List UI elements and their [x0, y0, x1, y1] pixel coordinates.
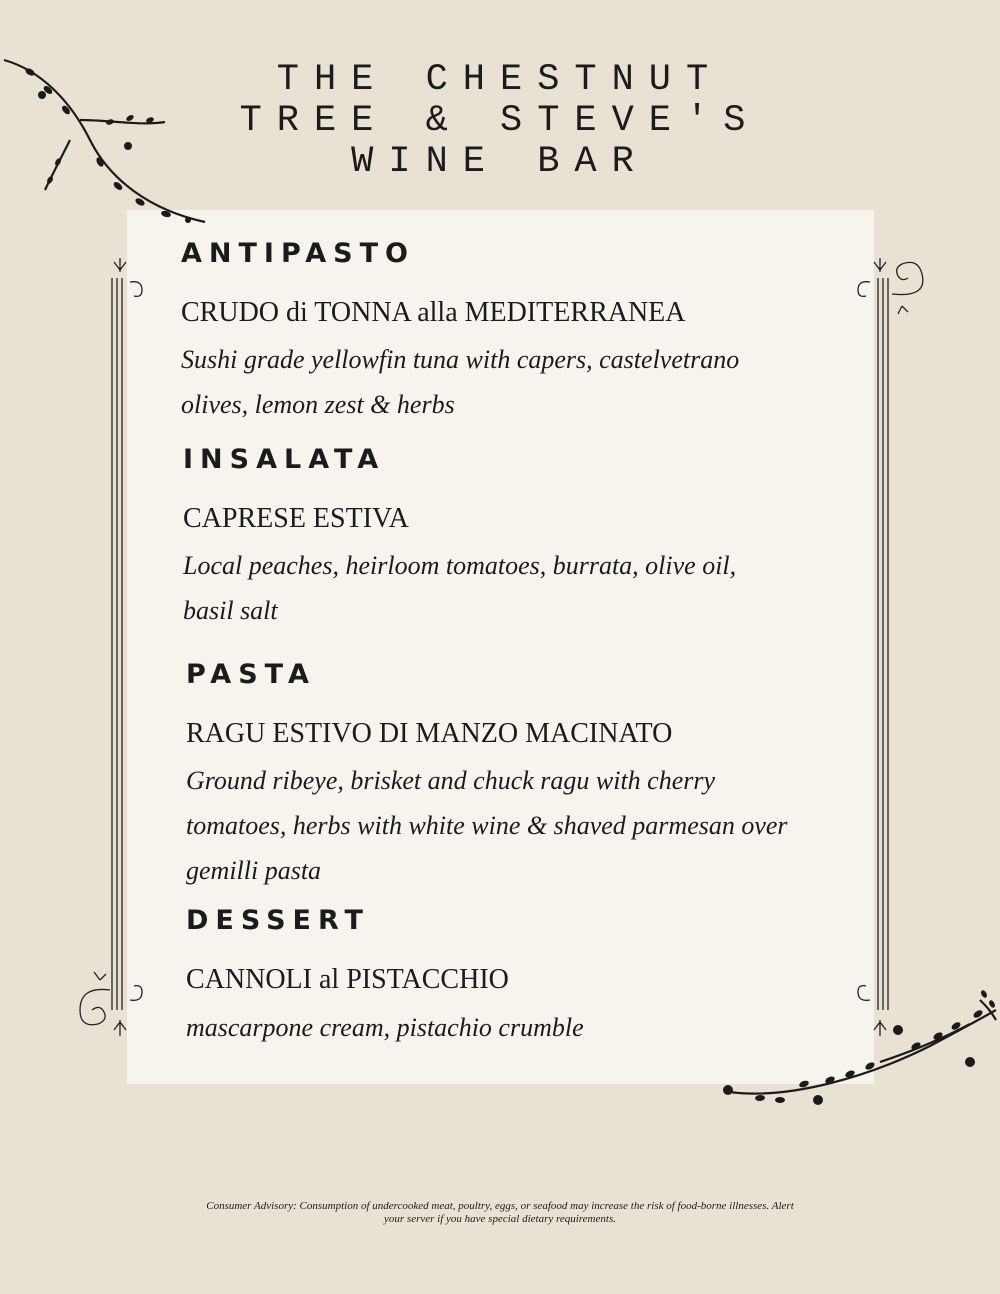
dish-name: RAGU ESTIVO DI MANZO MACINATO	[186, 718, 673, 749]
section-heading-dessert: DESSERT	[186, 905, 370, 936]
dish-name: CANNOLI al PISTACCHIO	[186, 964, 509, 995]
title-line-1: THE CHESTNUT	[276, 59, 724, 101]
dish-description	[186, 1005, 846, 1050]
olive-branch-icon	[0, 50, 215, 240]
dish-description	[186, 758, 846, 893]
description-line: Sushi grade yellowfin tuna with capers, castelvetrano	[181, 345, 740, 374]
right-frame-ornament	[850, 250, 930, 1050]
consumer-advisory	[170, 1200, 830, 1226]
section-heading-insalata: INSALATA	[183, 444, 386, 475]
title-line-2: TREE & STEVE'S	[239, 100, 761, 142]
left-frame-ornament	[70, 250, 150, 1050]
description-line: tomatoes, herbs with white wine & shaved parmesan over	[186, 811, 788, 840]
dish-description	[181, 337, 841, 427]
title-line-3: WINE BAR	[351, 141, 649, 183]
description-line: Local peaches, heirloom tomatoes, burrata, olive oil,	[183, 551, 737, 580]
section-heading-antipasto: ANTIPASTO	[181, 238, 415, 269]
section-heading-pasta: PASTA	[186, 659, 316, 690]
restaurant-title	[150, 60, 850, 183]
description-line: Ground ribeye, brisket and chuck ragu with cherry	[186, 766, 716, 795]
description-line: basil salt	[183, 596, 278, 625]
description-line: olives, lemon zest & herbs	[181, 390, 455, 419]
dish-name: CAPRESE ESTIVA	[183, 503, 409, 534]
advisory-line-1: Consumer Advisory: Consumption of undercooked meat, poultry, eggs, or seafood may increase the risk of food-borne illnesses. Alert	[206, 1200, 794, 1212]
dish-description	[183, 543, 843, 633]
description-line: gemilli pasta	[186, 856, 322, 885]
olive-branch-icon	[720, 980, 1000, 1130]
description-line: mascarpone cream, pistachio crumble	[186, 1013, 584, 1042]
dish-name: CRUDO di TONNA alla MEDITERRANEA	[181, 297, 686, 328]
advisory-line-2: your server if you have special dietary requirements.	[384, 1213, 616, 1225]
